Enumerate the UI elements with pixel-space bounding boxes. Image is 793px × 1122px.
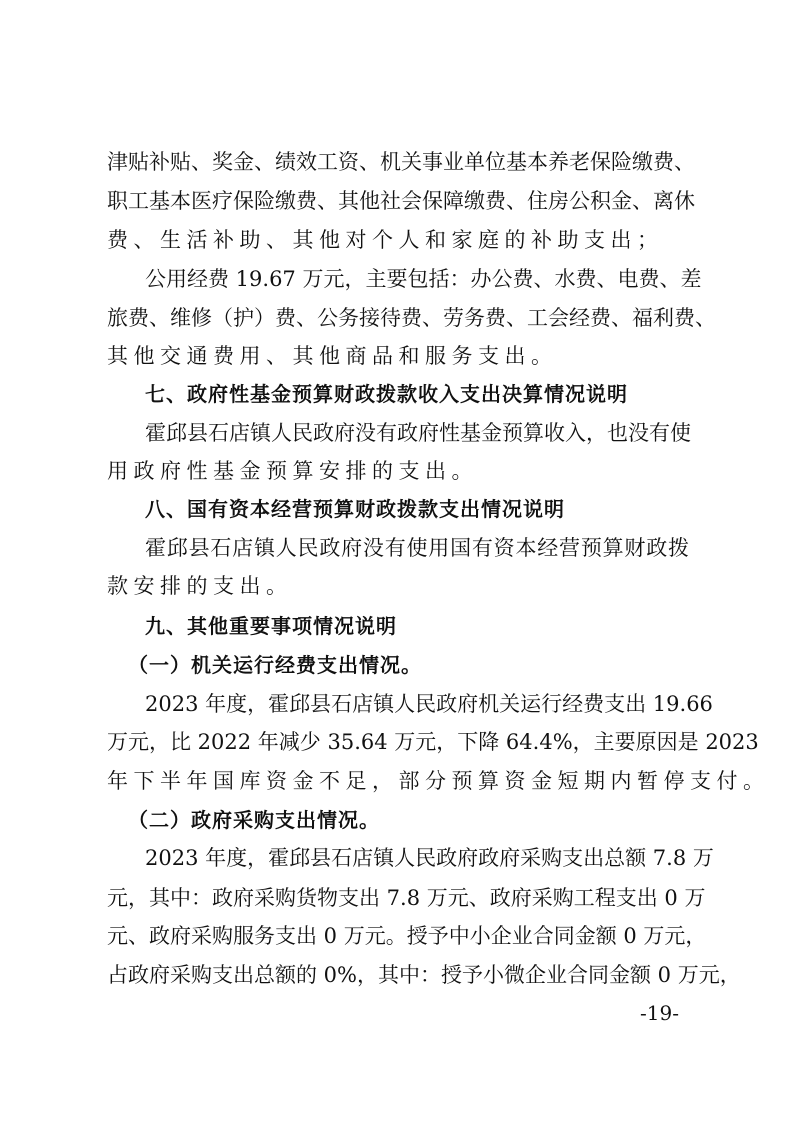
text-line: 2023 年度，霍邱县石店镇人民政府机关运行经费支出 19.66 — [145, 692, 713, 716]
text-line: 其他交通费用、其他商品和服务支出。 — [107, 344, 558, 368]
text-line: 年下半年国库资金不足，部分预算资金短期内暂停支付。 — [107, 769, 770, 793]
text-line: 霍邱县石店镇人民政府没有政府性基金预算收入，也没有使 — [145, 421, 691, 445]
text-line: 津贴补贴、奖金、绩效工资、机关事业单位基本养老保险缴费、 — [107, 150, 695, 174]
subsection-heading-1: （一）机关运行经费支出情况。 — [128, 653, 422, 677]
section-heading-7: 七、政府性基金预算财政拨款收入支出决算情况说明 — [145, 382, 628, 406]
text-line: 用政府性基金预算安排的支出。 — [107, 459, 478, 483]
subsection-heading-2: （二）政府采购支出情况。 — [128, 808, 380, 832]
text-line: 款安排的支出。 — [107, 574, 293, 598]
section-heading-9: 九、其他重要事项情况说明 — [145, 614, 397, 638]
text-line: 费、生活补助、其他对个人和家庭的补助支出； — [107, 228, 664, 252]
text-line: 占政府采购支出总额的 0%，其中：授予小微企业合同金额 0 万元， — [107, 963, 741, 987]
text-line: 霍邱县石店镇人民政府没有使用国有资本经营预算财政拨 — [145, 536, 689, 560]
text-line: 元，其中：政府采购货物支出 7.8 万元、政府采购工程支出 0 万 — [107, 886, 706, 910]
text-line: 公用经费 19.67 万元，主要包括：办公费、水费、电费、差 — [145, 267, 702, 291]
text-line: 元、政府采购服务支出 0 万元。授予中小企业合同金额 0 万元， — [107, 924, 707, 948]
text-line: 2023 年度，霍邱县石店镇人民政府政府采购支出总额 7.8 万 — [145, 846, 714, 870]
text-line: 职工基本医疗保险缴费、其他社会保障缴费、住房公积金、离休 — [107, 189, 695, 213]
text-line: 万元，比 2022 年减少 35.64 万元，下降 64.4%，主要原因是 2023 — [107, 730, 759, 754]
section-heading-8: 八、国有资本经营预算财政拨款支出情况说明 — [145, 497, 565, 521]
text-line: 旅费、维修（护）费、公务接待费、劳务费、工会经费、福利费、 — [107, 306, 716, 330]
page-number: -19- — [640, 1001, 679, 1025]
